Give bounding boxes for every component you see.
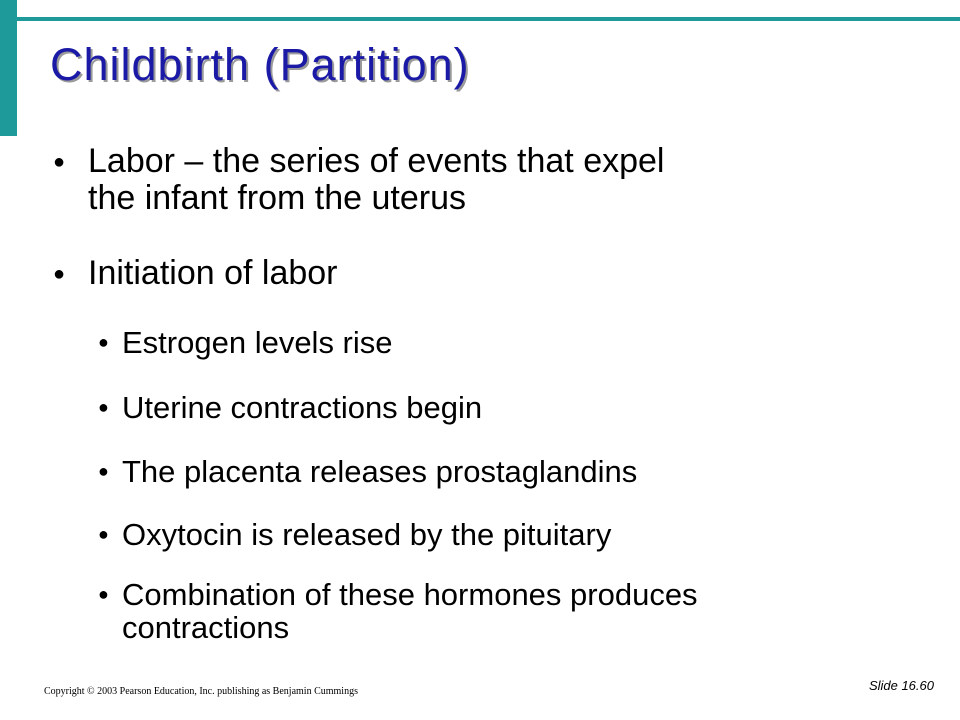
sub-bullet-text-line: Uterine contractions begin [122,390,483,425]
sub-bullet-estrogen [98,325,922,360]
sub-bullet-text-line: Combination of these hormones produces [122,577,698,612]
page-title: Childbirth (Partition) [50,39,470,90]
bullet-dot-icon: ● [98,584,109,604]
bullet-dot-icon: ● [98,397,109,417]
copyright-notice: Copyright © 2003 Pearson Education, Inc. publishing as Benjamin Cummings [44,686,358,697]
bullet-text-line: Labor – the series of events that expel [88,142,665,180]
bullet-dot-icon: ● [98,524,109,544]
bullet-dot-icon: ● [53,263,66,285]
bullet-labor [53,142,888,217]
bullet-dot-icon: ● [98,461,109,481]
sub-bullet-text-line: The placenta releases prostaglandins [122,454,638,489]
bullet-text-line: the infant from the uterus [88,179,466,217]
slide-number: Slide 16.60 [868,678,934,693]
bullet-text-line: Initiation of labor [88,254,338,292]
sub-bullet-placenta [98,454,922,489]
sub-bullet-combination [98,577,922,645]
bullet-dot-icon: ● [53,151,66,173]
sub-bullet-text-line: contractions [122,610,290,645]
bullet-initiation [53,254,888,292]
bullet-dot-icon: ● [98,332,109,352]
sub-bullet-text-line: Estrogen levels rise [122,325,393,360]
sub-bullet-contractions [98,390,922,425]
sub-bullet-text-line: Oxytocin is released by the pituitary [122,517,612,552]
sub-bullet-oxytocin [98,517,922,552]
